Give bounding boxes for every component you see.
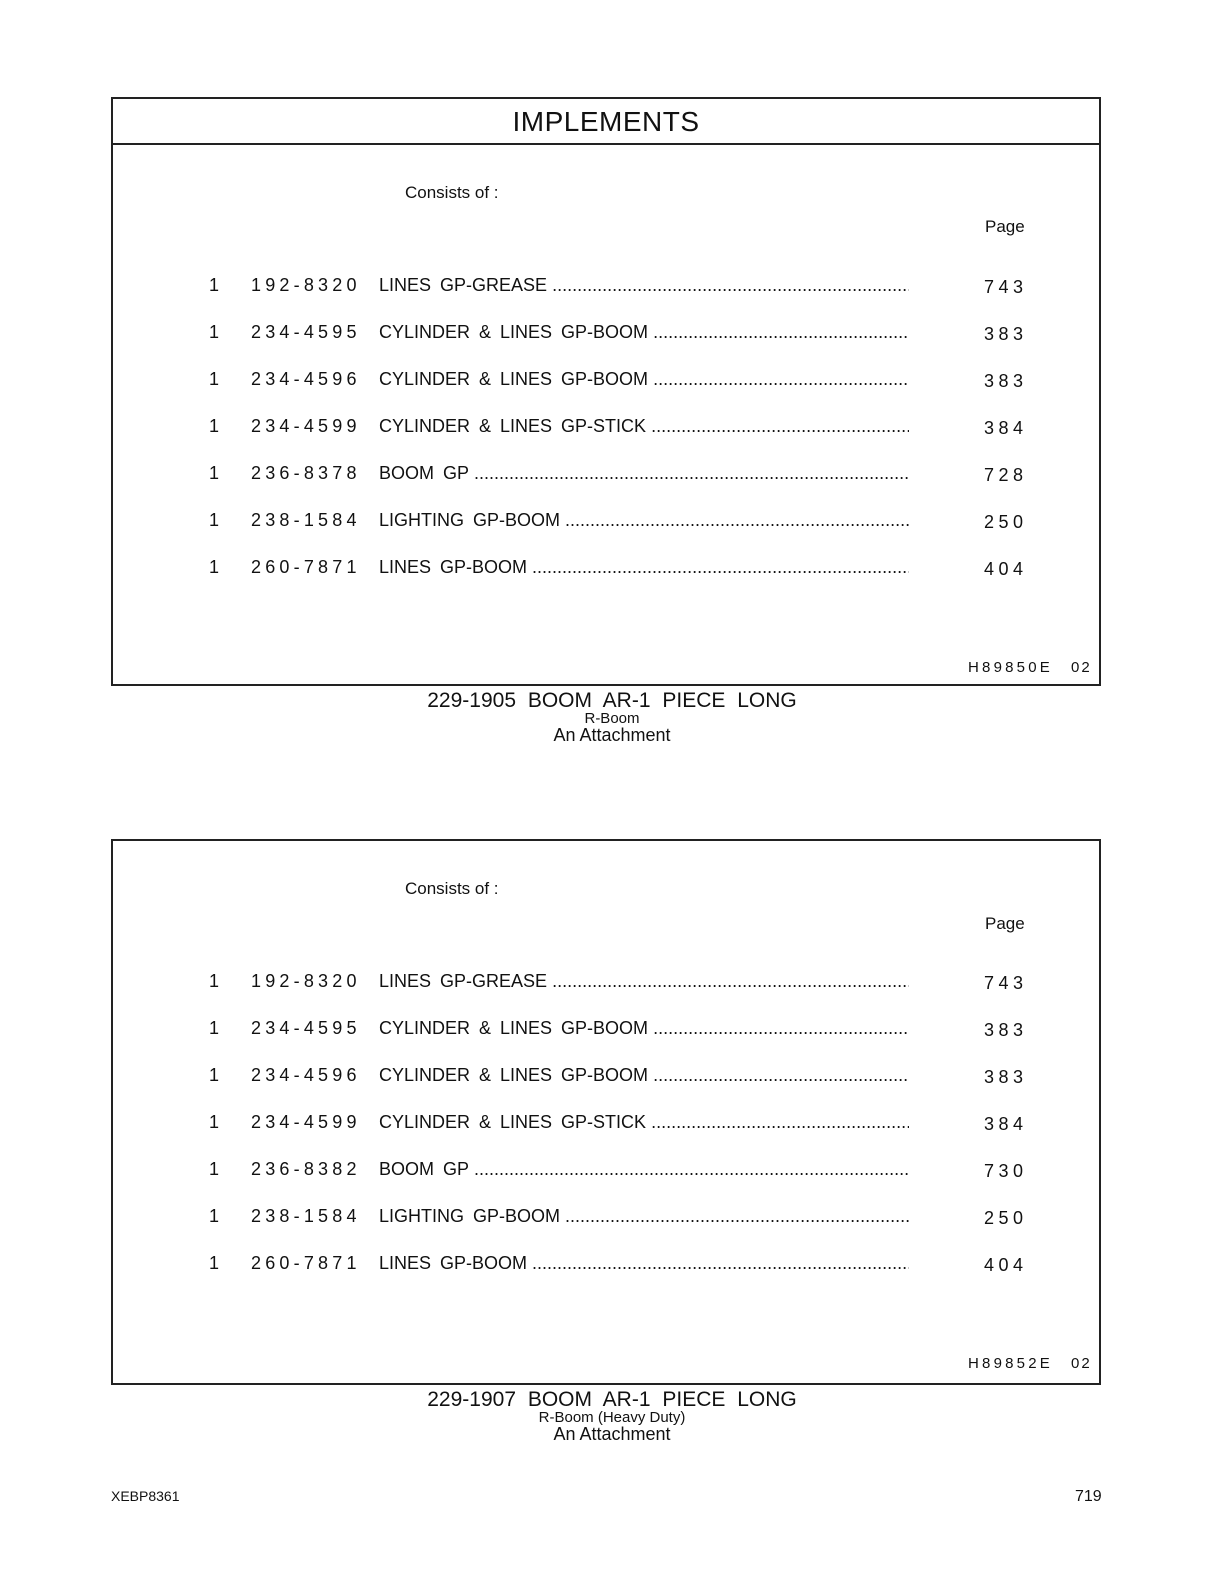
item-qty: 1: [209, 1159, 223, 1179]
page-ref: 730: [984, 1161, 1028, 1181]
item-qty: 1: [209, 1018, 223, 1038]
part-number: 234-4595: [251, 1018, 361, 1038]
page-ref: 384: [984, 1114, 1028, 1134]
part-number: 260-7871: [251, 1253, 361, 1273]
caption-subtitle: R-Boom: [584, 710, 640, 727]
part-description: CYLINDER & LINES GP-BOOM .....: [379, 322, 909, 343]
page-ref: 384: [984, 418, 1028, 438]
revision-number: 02: [1071, 659, 1092, 676]
caption-note: An Attachment: [553, 1424, 671, 1444]
parts-box-1: [111, 97, 1101, 686]
item-qty: 1: [209, 1065, 223, 1085]
item-qty: 1: [209, 369, 223, 389]
item-qty: 1: [209, 971, 223, 991]
item-qty: 1: [209, 416, 223, 436]
table-row: [113, 322, 1099, 346]
illustration-code: H89850E: [968, 659, 1053, 676]
page-ref: 383: [984, 324, 1028, 344]
part-description: CYLINDER & LINES GP-STICK .....: [379, 416, 909, 437]
table-row: [113, 1253, 1099, 1277]
part-description: LIGHTING GP-BOOM .....: [379, 1206, 909, 1227]
caption-title: 229-1905 BOOM AR-1 PIECE LONG: [427, 689, 797, 712]
page-column-label: Page: [985, 914, 1025, 933]
part-description: CYLINDER & LINES GP-BOOM .....: [379, 1065, 909, 1086]
page-ref: 743: [984, 277, 1028, 297]
page-ref: 743: [984, 973, 1028, 993]
part-description: CYLINDER & LINES GP-STICK .....: [379, 1112, 909, 1133]
part-number: 192-8320: [251, 275, 361, 295]
page-ref: 383: [984, 371, 1028, 391]
table-row: [113, 1206, 1099, 1230]
part-number: 238-1584: [251, 510, 361, 530]
page-ref: 728: [984, 465, 1028, 485]
part-number: 260-7871: [251, 557, 361, 577]
part-description: BOOM GP .....: [379, 1159, 909, 1180]
part-description: BOOM GP .....: [379, 463, 909, 484]
part-number: 236-8382: [251, 1159, 361, 1179]
table-row: [113, 275, 1099, 299]
item-qty: 1: [209, 1253, 223, 1273]
consists-of-label: Consists of :: [405, 879, 499, 898]
part-description: LIGHTING GP-BOOM .....: [379, 510, 909, 531]
page-ref: 404: [984, 1255, 1028, 1275]
page-ref: 404: [984, 559, 1028, 579]
part-number: 234-4595: [251, 322, 361, 342]
item-qty: 1: [209, 275, 223, 295]
table-row: [113, 463, 1099, 487]
revision-number: 02: [1071, 1355, 1092, 1372]
part-number: 234-4596: [251, 369, 361, 389]
table-row: [113, 557, 1099, 581]
part-description: LINES GP-GREASE .....: [379, 971, 909, 992]
parts-box-2: [111, 839, 1101, 1385]
item-qty: 1: [209, 322, 223, 342]
part-number: 234-4599: [251, 416, 361, 436]
item-qty: 1: [209, 1206, 223, 1226]
page-ref: 383: [984, 1067, 1028, 1087]
page-ref: 383: [984, 1020, 1028, 1040]
caption-subtitle: R-Boom (Heavy Duty): [538, 1409, 686, 1426]
page-ref: 250: [984, 1208, 1028, 1228]
part-number: 192-8320: [251, 971, 361, 991]
page-number: 719: [1075, 1488, 1102, 1505]
page-ref: 250: [984, 512, 1028, 532]
item-qty: 1: [209, 510, 223, 530]
caption-1: [0, 690, 1224, 744]
table-row: [113, 510, 1099, 534]
part-number: 238-1584: [251, 1206, 361, 1226]
page-column-label: Page: [985, 217, 1025, 236]
item-qty: 1: [209, 557, 223, 577]
table-row: [113, 369, 1099, 393]
illustration-code: H89852E: [968, 1355, 1053, 1372]
part-description: LINES GP-BOOM .....: [379, 1253, 909, 1274]
caption-2: [0, 1389, 1224, 1443]
table-row: [113, 1018, 1099, 1042]
table-row: [113, 971, 1099, 995]
part-number: 234-4599: [251, 1112, 361, 1132]
part-description: CYLINDER & LINES GP-BOOM .....: [379, 369, 909, 390]
document-id: XEBP8361: [111, 1488, 180, 1504]
table-row: [113, 1065, 1099, 1089]
caption-note: An Attachment: [553, 725, 671, 745]
part-number: 236-8378: [251, 463, 361, 483]
part-description: LINES GP-BOOM .....: [379, 557, 909, 578]
part-description: LINES GP-GREASE .....: [379, 275, 909, 296]
table-row: [113, 1112, 1099, 1136]
table-row: [113, 1159, 1099, 1183]
consists-of-label: Consists of :: [405, 183, 499, 202]
item-qty: 1: [209, 1112, 223, 1132]
part-description: CYLINDER & LINES GP-BOOM .....: [379, 1018, 909, 1039]
table-row: [113, 416, 1099, 440]
part-number: 234-4596: [251, 1065, 361, 1085]
item-qty: 1: [209, 463, 223, 483]
section-header: IMPLEMENTS: [113, 99, 1099, 145]
caption-title: 229-1907 BOOM AR-1 PIECE LONG: [427, 1388, 797, 1411]
